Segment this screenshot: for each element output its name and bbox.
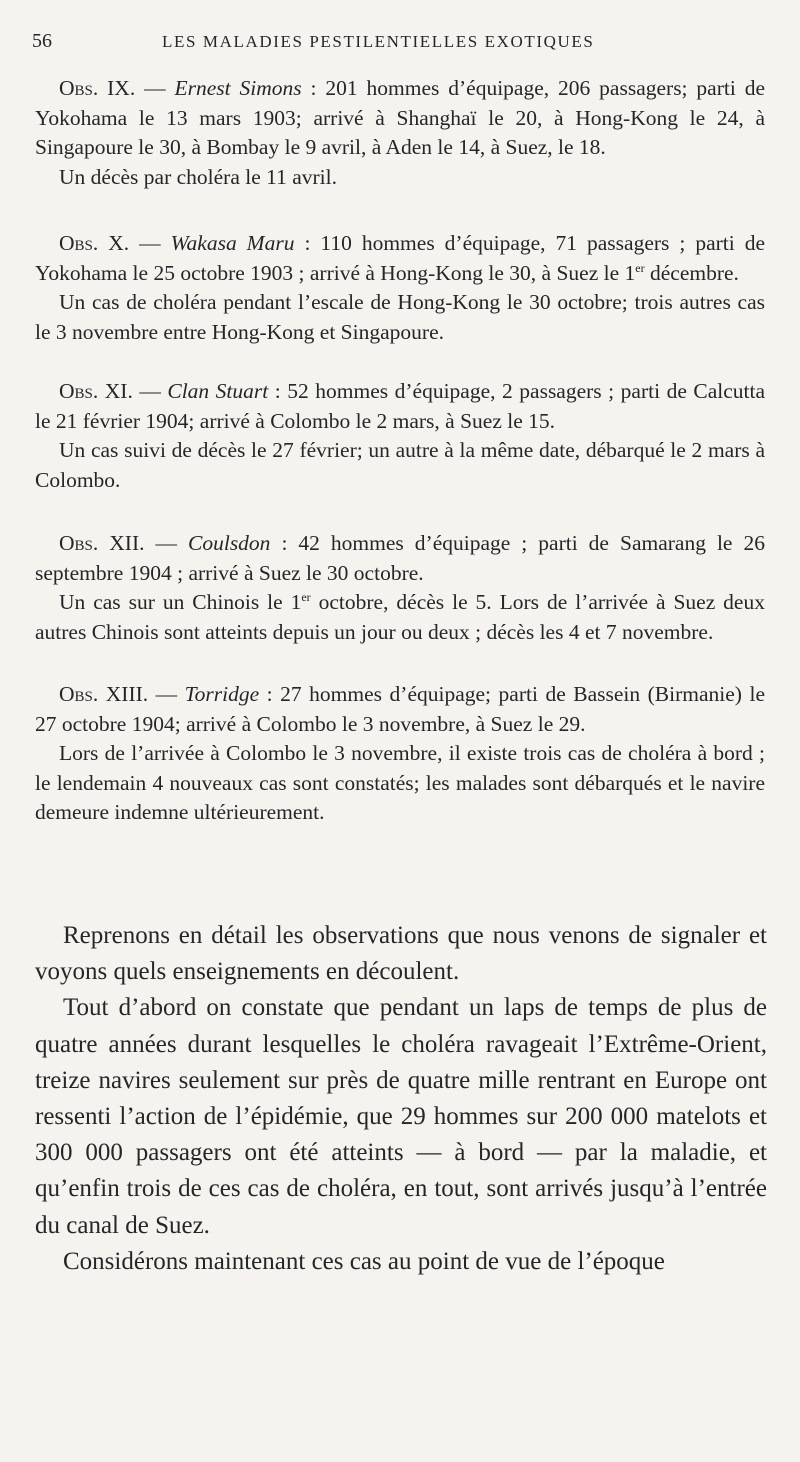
observation-xiii [35,680,765,828]
observation-note: Un cas de choléra pendant l’escale de Hong-Kong le 30 octobre; trois autres cas le 3 novembre entre Hong-Kong et Singapoure. [35,290,765,344]
observation-entry: Obs. XIII. — Torridge : 27 hommes d’équipage; parti de Bassein (Birmanie) le 27 octobre 1904; arrivé à Colombo le 3 novembre, à Suez le 29. [35,682,765,736]
observation-details: 52 hommes d’équipage, 2 passagers ; parti de Calcutta le 21 février 1904; arrivé à Colombo le 2 mars, à Suez le 15. [35,379,766,433]
note-text: Un cas sur un Chinois le 1 [59,590,302,614]
observation-label: Obs. XII. [59,531,145,555]
observation-xi [35,377,765,495]
observation-label: Obs. XIII. [59,682,149,706]
ordinal-superscript: er [635,260,645,275]
observation-note: Lors de l’arrivée à Colombo le 3 novembre, il existe trois cas de choléra à bord ; le lendemain 4 nouveaux cas sont constatés; les malades sont débarqués et le navire demeure indemne ultérieurement. [35,741,765,824]
ordinal-superscript: er [301,589,311,604]
page-header [32,30,752,60]
ship-name: Coulsdon [188,531,271,555]
note-text-end: octobre, décès le 5. Lors de l’arrivée à Suez deux autres Chinois sont atteints depuis un jour ou deux ; décès les 4 et 7 novembre. [35,590,765,644]
body-paragraph: Considérons maintenant ces cas au point de vue de l’époque [63,1247,665,1275]
ship-name: Wakasa Maru [170,231,295,255]
observation-details: 110 hommes d’équipage, 71 passagers ; parti de Yokohama le 25 octobre 1903 ; arrivé à Hong-Kong le 30, à Suez le 1 [35,231,766,285]
page-number: 56 [32,30,52,52]
observation-entry: Obs. IX. — Ernest Simons : 201 hommes d’équipage, 206 passagers; parti de Yokohama le 13 mars 1903; arrivé à Shanghaï le 20, à Hong-Kong le 24, à Singapoure le 30, à Bombay le 9 avril, à Aden le 14, à Suez, le 18. [35,76,765,159]
observation-x [35,229,765,347]
ship-name: Torridge [184,682,260,706]
observation-details: 27 hommes d’équipage; parti de Bassein (Birmanie) le 27 octobre 1904; arrivé à Colombo le 3 novembre, à Suez le 29. [35,682,765,736]
observation-details-end: décembre. [644,260,739,285]
ship-name: Clan Stuart [167,379,269,403]
observation-note [35,588,765,647]
main-text [35,918,767,1280]
observation-entry: Obs. X. — Wakasa Maru : 110 hommes d’équipage, 71 passagers ; parti de Yokohama le 25 octobre 1903 ; arrivé à Hong-Kong le 30, à Suez le 1er décembre. [35,231,766,285]
observation-entry: Obs. XI. — Clan Stuart : 52 hommes d’équipage, 2 passagers ; parti de Calcutta le 21 février 1904; arrivé à Colombo le 2 mars, à Suez le 15. [35,379,766,433]
body-paragraph: Tout d’abord on constate que pendant un laps de temps de plus de quatre années durant lesquelles le choléra ravageait l’Extrême-Orient, treize navires seulement sur près de quatre mille rentrant en Europe ont ressenti l’action de l’épidémie, que 29 hommes sur 200 000 matelots et 300 000 passagers ont été atteints — à bord — par la maladie, et qu’enfin trois de ces cas de choléra, en tout, sont arrivés jusqu’à l’entrée du canal de Suez. [35,994,767,1239]
observation-label: Obs. XI. [59,379,133,403]
observation-note: Un cas suivi de décès le 27 février; un autre à la même date, débarqué le 2 mars à Colombo. [35,438,765,492]
observation-entry: Obs. XII. — Coulsdon : 42 hommes d’équipage ; parti de Samarang le 26 septembre 1904 ; arrivé à Suez le 30 octobre. [35,531,765,585]
observation-details: 42 hommes d’équipage ; parti de Samarang le 26 septembre 1904 ; arrivé à Suez le 30 octobre. [35,531,765,585]
running-title: LES MALADIES PESTILENTIELLES EXOTIQUES [162,32,595,51]
observation-label: Obs. IX. [59,76,136,100]
observation-note: Un décès par choléra le 11 avril. [59,164,337,189]
observation-xii [35,529,765,647]
body-paragraph: Reprenons en détail les observations que nous venons de signaler et voyons quels enseignements en découlent. [35,922,767,986]
observation-details: 201 hommes d’équipage, 206 passagers; parti de Yokohama le 13 mars 1903; arrivé à Shanghaï le 20, à Hong-Kong le 24, à Singapoure le 30, à Bombay le 9 avril, à Aden le 14, à Suez, le 18. [35,76,765,159]
observation-ix [35,74,765,192]
observation-label: Obs. X. [59,231,130,255]
ship-name: Ernest Simons [174,76,302,100]
